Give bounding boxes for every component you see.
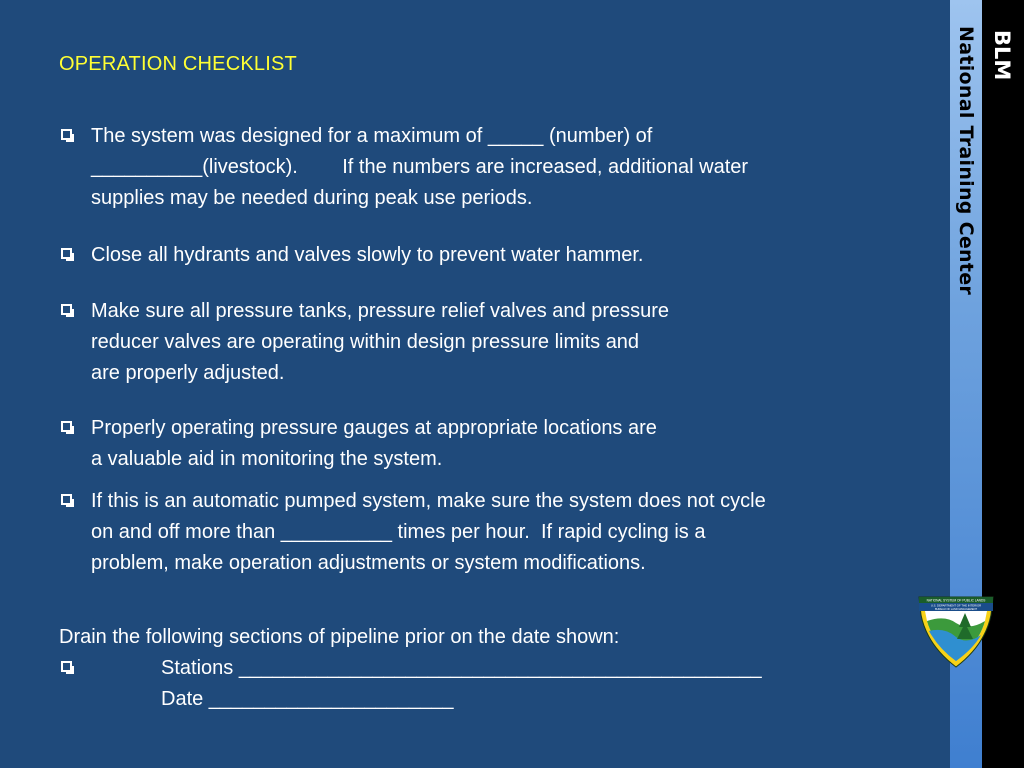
item-line: a valuable aid in monitoring the system. xyxy=(91,448,443,470)
item-line: on and off more than __________ times per hour. If rapid cycling is a xyxy=(91,521,706,543)
blm-logo-icon xyxy=(915,593,997,669)
logo-dept-text: U.S. DEPARTMENT OF THE INTERIOR xyxy=(930,603,982,608)
training-center-label: National Training Center xyxy=(955,26,977,296)
checklist-item-5 xyxy=(59,486,899,579)
drain-instructions: Drain the following sections of pipeline prior on the date shown: xyxy=(59,626,620,648)
logo-top-text: NATIONAL SYSTEM OF PUBLIC LANDS xyxy=(926,598,986,603)
item-line: Make sure all pressure tanks, pressure relief valves and pressure xyxy=(91,300,670,322)
checkbox-icon xyxy=(61,661,72,672)
item-line: Close all hydrants and valves slowly to prevent water hammer. xyxy=(91,244,644,266)
item-line: Properly operating pressure gauges at appropriate locations are xyxy=(91,417,657,439)
item-line: __________(livestock). If the numbers are increased, additional water xyxy=(91,156,749,178)
checklist-item-4 xyxy=(59,413,899,475)
blm-label: BLM xyxy=(990,30,1014,81)
item-line: If this is an automatic pumped system, make sure the system does not cycle xyxy=(91,490,766,512)
checkbox-icon xyxy=(61,129,72,140)
checkbox-icon xyxy=(61,494,72,505)
checkbox-icon xyxy=(61,421,72,432)
item-line: problem, make operation adjustments or system modifications. xyxy=(91,552,646,574)
logo-bureau-text: BUREAU OF LAND MANAGEMENT xyxy=(934,607,978,611)
item-line: The system was designed for a maximum of _____ (number) of xyxy=(91,125,653,147)
checklist-item-2 xyxy=(59,240,899,271)
stations-line: Stations _______________________________________________ xyxy=(161,657,762,679)
item-line: reducer valves are operating within design pressure limits and xyxy=(91,331,640,353)
checkbox-icon xyxy=(61,248,72,259)
slide-title: OPERATION CHECKLIST xyxy=(59,53,297,75)
checkbox-icon xyxy=(61,304,72,315)
item-line: supplies may be needed during peak use periods. xyxy=(91,187,533,209)
item-line: are properly adjusted. xyxy=(91,362,285,384)
date-line: Date ______________________ xyxy=(161,688,454,710)
checklist-item-3 xyxy=(59,296,899,389)
stations-item xyxy=(59,653,879,715)
checklist-item-1 xyxy=(59,121,899,214)
